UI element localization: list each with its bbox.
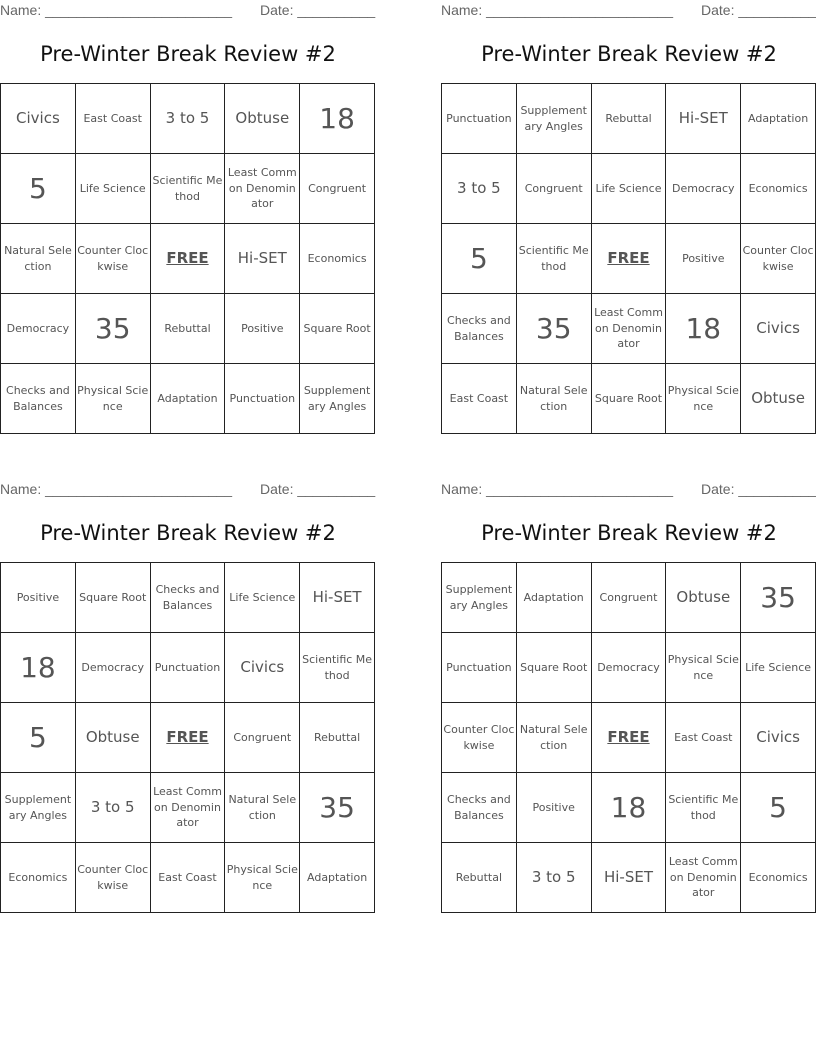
bingo-cell: East Coast <box>666 703 741 773</box>
name-date-row <box>441 479 816 499</box>
bingo-cell: Least Common Denominator <box>591 294 666 364</box>
bingo-cell: Congruent <box>225 703 300 773</box>
bingo-cell: Natural Selection <box>1 224 76 294</box>
bingo-cell: FREE <box>591 703 666 773</box>
bingo-cell: Checks and Balances <box>150 563 225 633</box>
grid-row <box>1 224 375 294</box>
bingo-cell: Supplementary Angles <box>1 773 76 843</box>
card-title: Pre-Winter Break Review #2 <box>481 521 777 545</box>
bingo-cell: Obtuse <box>666 563 741 633</box>
bingo-cell: Economics <box>741 843 816 913</box>
bingo-cell: FREE <box>150 703 225 773</box>
bingo-cell: 18 <box>666 294 741 364</box>
bingo-cell: Punctuation <box>150 633 225 703</box>
bingo-cell: Natural Selection <box>516 703 591 773</box>
bingo-cell: Adaptation <box>300 843 375 913</box>
bingo-cell: 35 <box>300 773 375 843</box>
bingo-cell: Counter Clockwise <box>75 843 150 913</box>
grid-row <box>442 773 816 843</box>
bingo-cell: Congruent <box>300 154 375 224</box>
bingo-cell: Counter Clockwise <box>741 224 816 294</box>
bingo-cell: 3 to 5 <box>516 843 591 913</box>
bingo-cell: Least Common Denominator <box>150 773 225 843</box>
grid-row <box>1 633 375 703</box>
bingo-cell: 35 <box>75 294 150 364</box>
bingo-cell: 3 to 5 <box>75 773 150 843</box>
date-line: Date: __________ <box>701 2 816 18</box>
grid-row <box>1 84 375 154</box>
bingo-cell: Rebuttal <box>442 843 517 913</box>
grid-row <box>442 633 816 703</box>
bingo-cell: Civics <box>741 703 816 773</box>
bingo-cell: Scientific Method <box>300 633 375 703</box>
bingo-cell: Life Science <box>741 633 816 703</box>
card-title: Pre-Winter Break Review #2 <box>40 42 336 66</box>
name-line: Name: ________________________ <box>441 481 673 497</box>
bingo-cell: Hi-SET <box>225 224 300 294</box>
card-title: Pre-Winter Break Review #2 <box>40 521 336 545</box>
bingo-cell: Least Common Denominator <box>666 843 741 913</box>
name-line: Name: ________________________ <box>0 481 232 497</box>
date-line: Date: __________ <box>260 2 376 18</box>
bingo-cell: Adaptation <box>516 563 591 633</box>
bingo-grid <box>0 83 375 434</box>
bingo-cell: Civics <box>225 633 300 703</box>
bingo-cell: Hi-SET <box>300 563 375 633</box>
bingo-cell: Supplementary Angles <box>516 84 591 154</box>
bingo-cell: Life Science <box>75 154 150 224</box>
bingo-cell: Checks and Balances <box>442 773 517 843</box>
bingo-cell: Physical Science <box>225 843 300 913</box>
grid-row <box>442 294 816 364</box>
bingo-cell: Rebuttal <box>591 84 666 154</box>
bingo-cell: Supplementary Angles <box>442 563 517 633</box>
bingo-cell: Natural Selection <box>516 364 591 434</box>
bingo-cell: Supplementary Angles <box>300 364 375 434</box>
grid-row <box>1 154 375 224</box>
bingo-cell: Counter Clockwise <box>75 224 150 294</box>
bingo-cell: Hi-SET <box>666 84 741 154</box>
date-line: Date: __________ <box>260 481 376 497</box>
bingo-cell: Positive <box>1 563 76 633</box>
grid-row <box>442 84 816 154</box>
name-line: Name: ________________________ <box>0 2 232 18</box>
grid-row <box>442 563 816 633</box>
bingo-cell: Positive <box>516 773 591 843</box>
bingo-cell: Punctuation <box>442 633 517 703</box>
bingo-cell: Scientific Method <box>666 773 741 843</box>
bingo-cell: Civics <box>1 84 76 154</box>
bingo-cell: 18 <box>300 84 375 154</box>
bingo-cell: Physical Science <box>75 364 150 434</box>
bingo-cell: Civics <box>741 294 816 364</box>
bingo-cell: Positive <box>666 224 741 294</box>
bingo-cell: Democracy <box>75 633 150 703</box>
bingo-cell: Checks and Balances <box>1 364 76 434</box>
bingo-cell: East Coast <box>75 84 150 154</box>
bingo-cell: FREE <box>591 224 666 294</box>
bingo-cell: Positive <box>225 294 300 364</box>
name-line: Name: ________________________ <box>441 2 673 18</box>
bingo-card-1 <box>0 0 376 440</box>
bingo-cell: Rebuttal <box>300 703 375 773</box>
bingo-cell: Obtuse <box>75 703 150 773</box>
bingo-cell: Democracy <box>1 294 76 364</box>
bingo-cell: 18 <box>591 773 666 843</box>
bingo-cell: Scientific Method <box>150 154 225 224</box>
bingo-cell: Physical Science <box>666 364 741 434</box>
date-line: Date: __________ <box>701 481 816 497</box>
bingo-cell: Hi-SET <box>591 843 666 913</box>
bingo-cell: Punctuation <box>225 364 300 434</box>
bingo-cell: FREE <box>150 224 225 294</box>
grid-row <box>1 563 375 633</box>
name-date-row <box>0 479 376 499</box>
bingo-cell: 35 <box>741 563 816 633</box>
grid-row <box>442 843 816 913</box>
bingo-cell: Natural Selection <box>225 773 300 843</box>
bingo-card-2 <box>441 0 816 440</box>
bingo-card-4 <box>441 479 816 919</box>
bingo-cell: Scientific Method <box>516 224 591 294</box>
bingo-cell: East Coast <box>442 364 517 434</box>
grid-row <box>442 364 816 434</box>
bingo-grid <box>0 562 375 913</box>
bingo-cell: Life Science <box>225 563 300 633</box>
bingo-cell: 5 <box>442 224 517 294</box>
bingo-cell: 35 <box>516 294 591 364</box>
bingo-cell: Square Root <box>516 633 591 703</box>
bingo-cell: Economics <box>741 154 816 224</box>
bingo-cell: Life Science <box>591 154 666 224</box>
bingo-cell: Congruent <box>591 563 666 633</box>
bingo-cell: 3 to 5 <box>150 84 225 154</box>
grid-row <box>1 294 375 364</box>
grid-row <box>1 364 375 434</box>
bingo-cell: 5 <box>1 703 76 773</box>
bingo-cell: Democracy <box>591 633 666 703</box>
bingo-cell: Adaptation <box>741 84 816 154</box>
grid-row <box>442 224 816 294</box>
bingo-cell: Democracy <box>666 154 741 224</box>
name-date-row <box>441 0 816 20</box>
grid-row <box>1 703 375 773</box>
bingo-cell: Congruent <box>516 154 591 224</box>
bingo-grid <box>441 562 816 913</box>
bingo-cell: 5 <box>1 154 76 224</box>
bingo-card-3 <box>0 479 376 919</box>
grid-row <box>1 843 375 913</box>
bingo-cell: East Coast <box>150 843 225 913</box>
bingo-grid <box>441 83 816 434</box>
bingo-cell: Punctuation <box>442 84 517 154</box>
bingo-cell: Economics <box>300 224 375 294</box>
name-date-row <box>0 0 376 20</box>
bingo-cell: Square Root <box>591 364 666 434</box>
bingo-cell: Physical Science <box>666 633 741 703</box>
bingo-cell: Obtuse <box>741 364 816 434</box>
bingo-cell: Rebuttal <box>150 294 225 364</box>
bingo-cell: Obtuse <box>225 84 300 154</box>
bingo-cell: 3 to 5 <box>442 154 517 224</box>
bingo-cell: Economics <box>1 843 76 913</box>
bingo-cell: Adaptation <box>150 364 225 434</box>
bingo-cell: Least Common Denominator <box>225 154 300 224</box>
bingo-cell: 18 <box>1 633 76 703</box>
card-title: Pre-Winter Break Review #2 <box>481 42 777 66</box>
bingo-cell: Checks and Balances <box>442 294 517 364</box>
bingo-cell: Square Root <box>300 294 375 364</box>
grid-row <box>442 703 816 773</box>
bingo-cell: Counter Clockwise <box>442 703 517 773</box>
bingo-cell: Square Root <box>75 563 150 633</box>
bingo-cell: 5 <box>741 773 816 843</box>
grid-row <box>442 154 816 224</box>
grid-row <box>1 773 375 843</box>
